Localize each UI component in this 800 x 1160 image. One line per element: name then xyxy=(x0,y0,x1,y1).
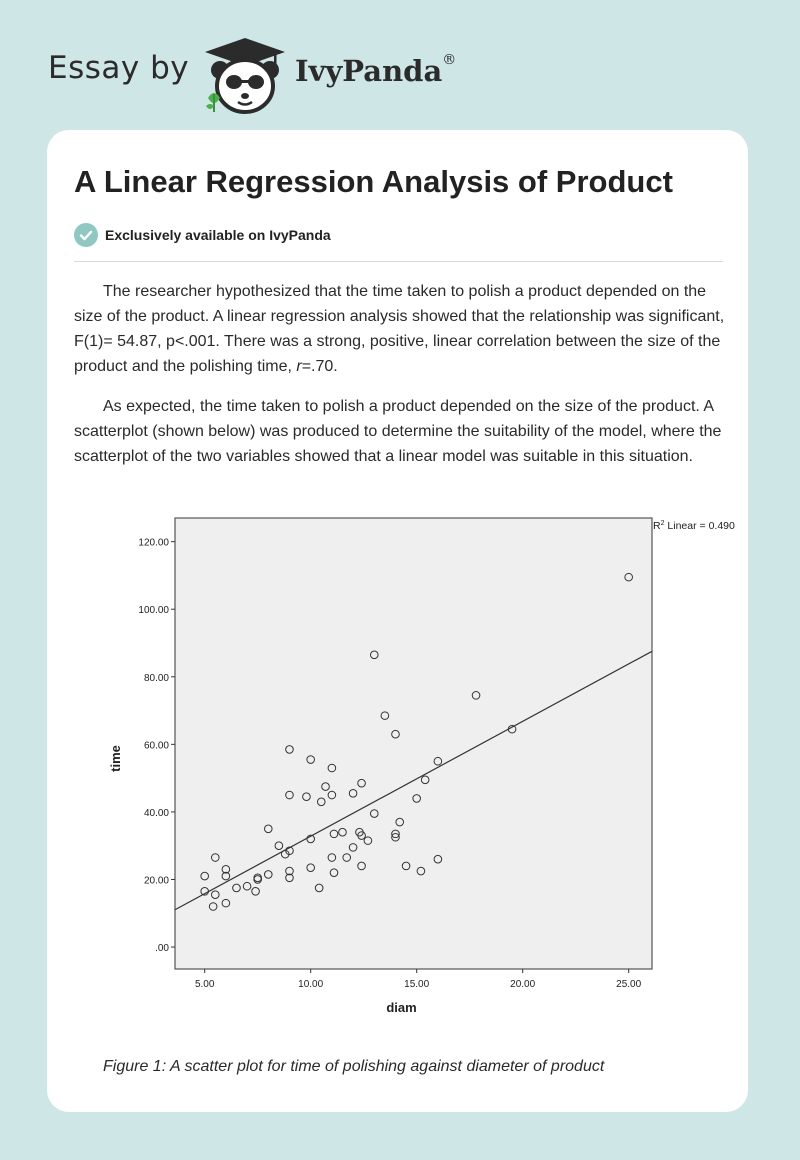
panda-graduate-logo-icon xyxy=(200,36,290,116)
r-symbol: r xyxy=(296,358,302,375)
paragraph-1-tail: =.70. xyxy=(301,358,338,375)
y-tick-label: .00 xyxy=(155,943,169,955)
exclusive-badge xyxy=(74,221,331,249)
x-tick-label: 25.00 xyxy=(616,979,642,990)
check-circle-icon xyxy=(74,223,98,247)
y-tick-label: 20.00 xyxy=(143,875,169,887)
registered-mark: ® xyxy=(442,52,457,68)
divider xyxy=(74,261,723,262)
plot-area xyxy=(175,518,652,969)
y-axis-label: time xyxy=(108,745,123,772)
r2-annotation: $R^2$ Linear = 0.490 xyxy=(653,520,735,532)
article-card xyxy=(47,130,748,1112)
paragraph-1-text: The researcher hypothesized that the time taken to polish a product depended on the size of the product. A linear regression analysis showed that the relationship was significant, F(1)= 54.87, p<.001. There was a strong, positive, linear correlation between the size of the product and the polishing time, xyxy=(74,283,725,375)
x-tick-label: 15.00 xyxy=(404,979,430,990)
y-tick-label: 40.00 xyxy=(143,807,169,819)
y-tick-label: 100.00 xyxy=(138,605,169,617)
paragraph-2: As expected, the time taken to polish a product depended on the size of the product. A scatterplot (shown below) was produced to determine the suitability of the model, where the scatterplot of the two variables showed that a linear model was suitable in this situation. xyxy=(74,398,722,465)
x-axis-label: diam xyxy=(386,1000,417,1015)
brand-name: IvyPanda® xyxy=(295,52,457,88)
badge-text: Exclusively available on IvyPanda xyxy=(105,227,331,243)
y-tick-label: 60.00 xyxy=(143,740,169,752)
x-tick-label: 10.00 xyxy=(298,979,324,990)
paragraph-1 xyxy=(74,279,729,379)
page-title: A Linear Regression Analysis of Product xyxy=(74,164,673,199)
brand-header[interactable] xyxy=(48,36,508,116)
x-tick-label: 20.00 xyxy=(510,979,536,990)
brand-prefix: Essay by xyxy=(48,50,190,86)
y-tick-label: 80.00 xyxy=(143,672,169,684)
scatter-plot xyxy=(102,514,752,1024)
x-tick-label: 5.00 xyxy=(194,979,215,990)
figure-caption: Figure 1: A scatter plot for time of polishing against diameter of product xyxy=(103,1058,605,1075)
y-tick-label: 120.00 xyxy=(138,537,169,549)
